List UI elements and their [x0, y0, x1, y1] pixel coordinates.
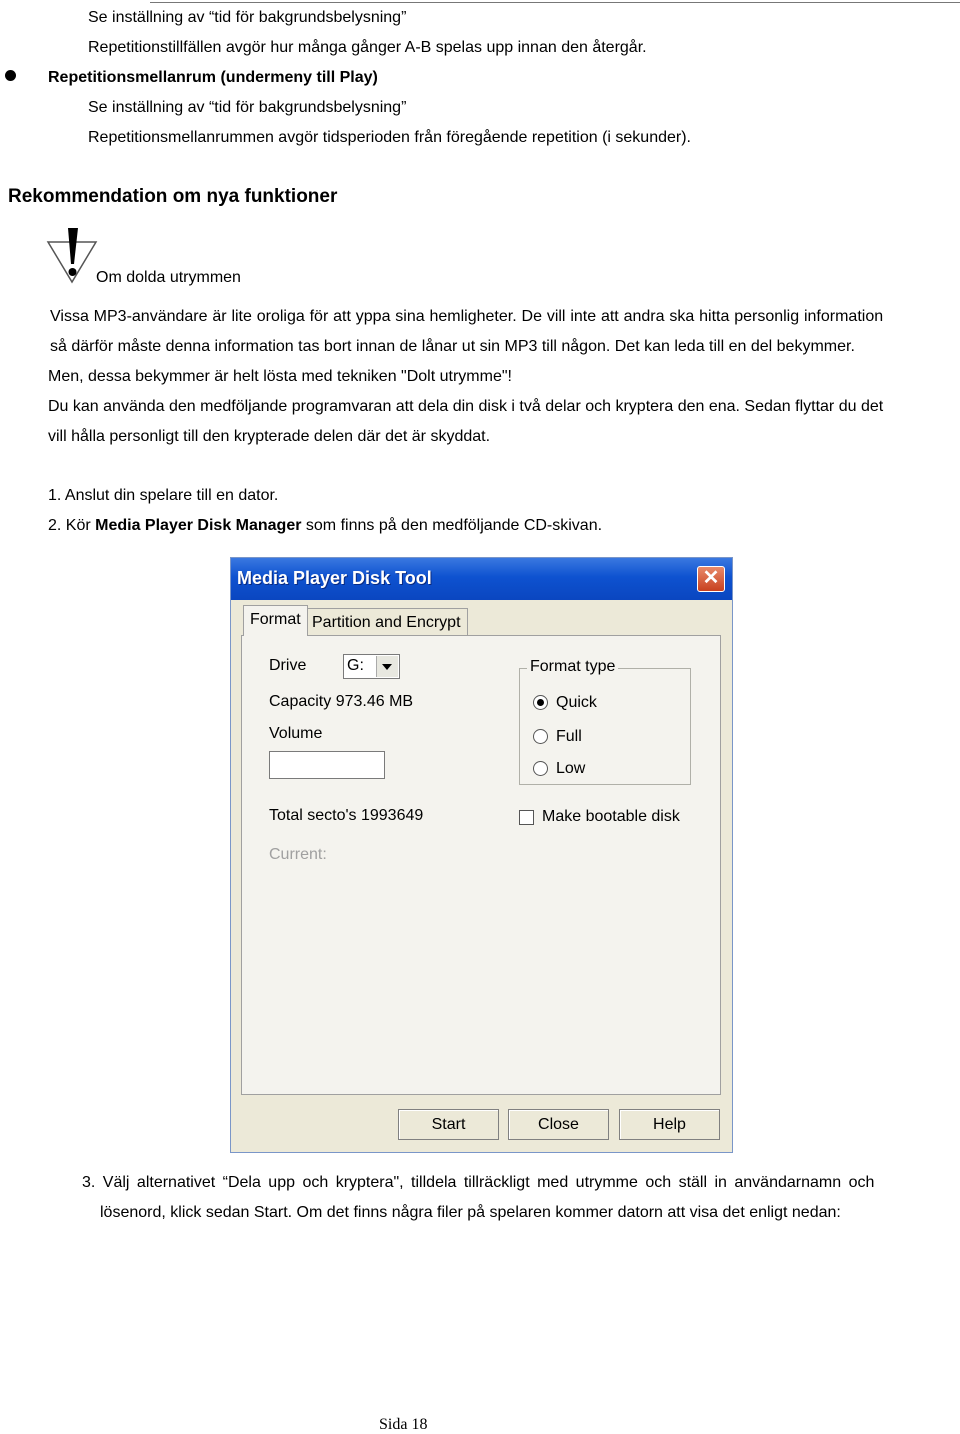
- paragraph-line: Vissa MP3-användare är lite oroliga för att yppa sina hemligheter. De vill inte att andra ska hitta personlig information: [50, 308, 884, 325]
- page-number: Sida 18: [379, 1416, 428, 1433]
- text-line: Repetitionstillfällen avgör hur många gånger A-B spelas upp innan den återgår.: [88, 39, 647, 56]
- capacity-text: Capacity 973.46 MB: [269, 693, 414, 710]
- radio-full-label: Full: [556, 728, 582, 745]
- radio-quick-label: Quick: [556, 694, 597, 711]
- bootable-label: Make bootable disk: [542, 808, 680, 825]
- warning-icon: [46, 226, 98, 284]
- disk-tool-dialog: [230, 557, 733, 1153]
- drive-value: G:: [347, 657, 364, 674]
- tab-partition-encrypt[interactable]: Partition and Encrypt: [305, 608, 468, 636]
- bootable-checkbox[interactable]: [519, 810, 534, 825]
- bullet-icon: [5, 70, 16, 81]
- section-heading: Rekommendation om nya funktioner: [8, 186, 338, 207]
- step-2-prefix: 2. Kör: [48, 517, 96, 534]
- current-label: Current:: [269, 846, 327, 863]
- tab-format[interactable]: Format: [243, 605, 308, 636]
- paragraph-line: vill hålla personligt till den krypterade delen där det är skyddat.: [48, 428, 491, 445]
- dialog-titlebar: [231, 558, 732, 600]
- text-line: Se inställning av “tid för bakgrundsbelysning”: [88, 99, 407, 116]
- step-3-line-1: 3. Välj alternativet “Dela upp och kryptera", tilldela tillräckligt med utrymme och ställ in användarnamn och: [82, 1174, 875, 1191]
- format-type-label: Format type: [527, 658, 618, 676]
- text-line: Se inställning av “tid för bakgrundsbelysning”: [88, 9, 407, 26]
- radio-quick[interactable]: [533, 695, 548, 710]
- paragraph-line: Du kan använda den medföljande programvaran att dela din disk i två delar och kryptera den ena. Sedan flyttar du det: [48, 398, 884, 415]
- dialog-title: Media Player Disk Tool: [237, 568, 432, 588]
- step-1: 1. Anslut din spelare till en dator.: [48, 487, 279, 504]
- step-2: [48, 516, 602, 536]
- text-line: Repetitionsmellanrummen avgör tidsperioden från föregående repetition (i sekunder).: [88, 129, 691, 146]
- paragraph-line: så därför måste denna information tas bort innan de lånar ut sin MP3 till någon. Det kan leda till en del bekymmer.: [50, 338, 855, 355]
- paragraph-line: Men, dessa bekymmer är helt lösta med tekniken "Dolt utrymme"!: [48, 368, 512, 385]
- radio-low[interactable]: [533, 761, 548, 776]
- step-2-program-name: Media Player Disk Manager: [95, 517, 302, 534]
- total-sectors-text: Total secto's 1993649: [269, 807, 424, 824]
- drive-label: Drive: [269, 657, 307, 674]
- radio-low-label: Low: [556, 760, 586, 777]
- header-rule: [150, 2, 960, 3]
- chevron-down-icon[interactable]: [376, 656, 398, 677]
- close-icon[interactable]: ✕: [697, 566, 725, 592]
- volume-input[interactable]: [269, 751, 385, 779]
- start-button[interactable]: Start: [398, 1109, 499, 1140]
- help-button[interactable]: Help: [619, 1109, 720, 1140]
- close-button[interactable]: Close: [508, 1109, 609, 1140]
- drive-select[interactable]: [343, 654, 400, 679]
- bullet-heading: Repetitionsmellanrum (undermeny till Play): [48, 69, 378, 86]
- note-title: Om dolda utrymmen: [96, 269, 241, 286]
- step-3-line-2: lösenord, klick sedan Start. Om det finns några filer på spelaren kommer datorn att visa det enligt nedan:: [100, 1204, 841, 1221]
- volume-label: Volume: [269, 725, 323, 742]
- step-2-suffix: som finns på den medföljande CD-skivan.: [301, 517, 603, 534]
- radio-full[interactable]: [533, 729, 548, 744]
